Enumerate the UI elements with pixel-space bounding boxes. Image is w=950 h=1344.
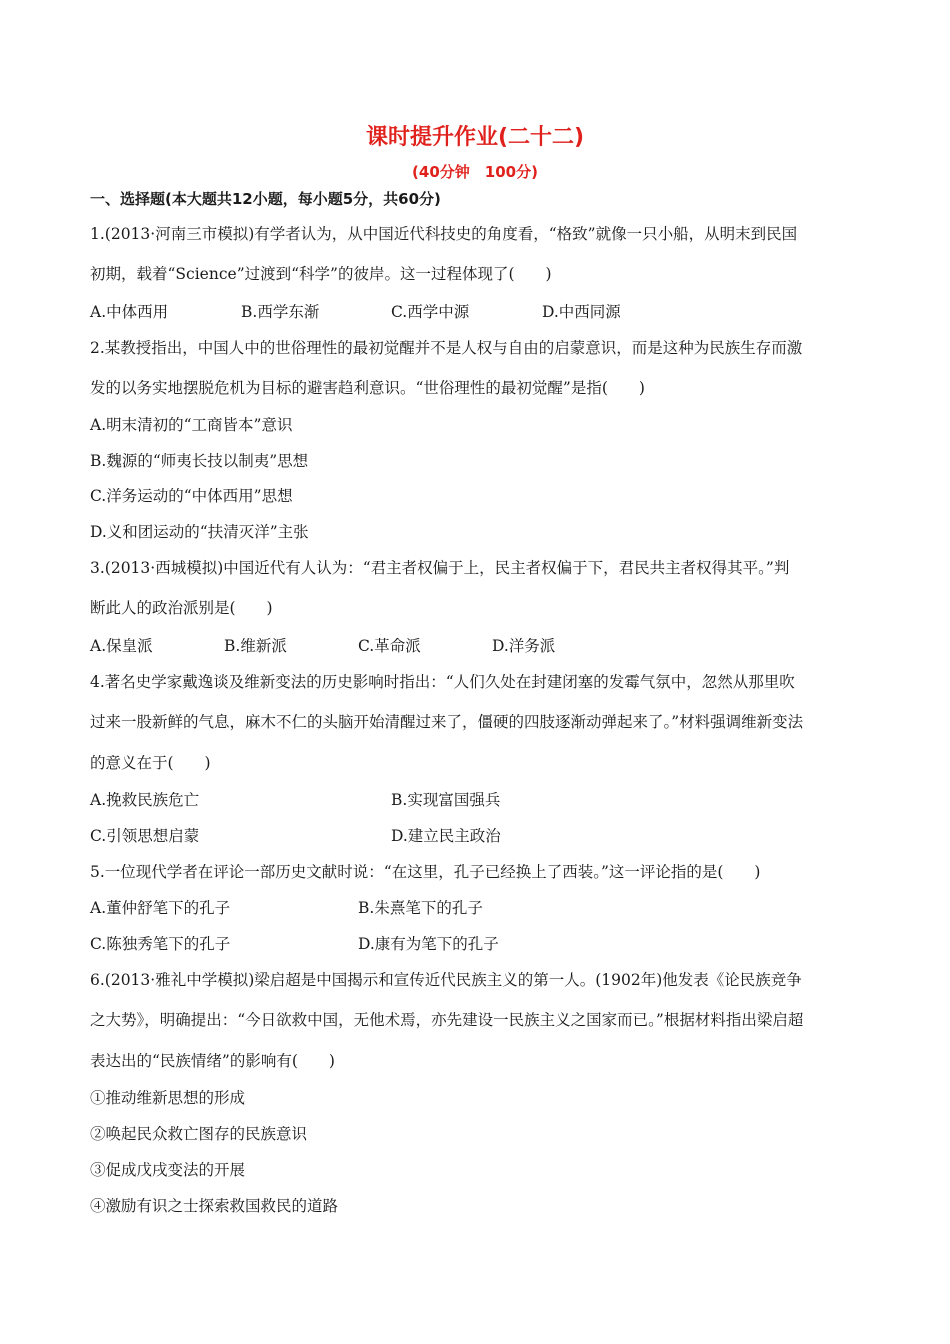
question-3-line-2: 断此人的政治派别是( )	[90, 599, 273, 617]
question-5-option-a: A.董仲舒笔下的孔子	[90, 899, 231, 917]
question-4-line-2: 过来一股新鲜的气息，麻木不仁的头脑开始清醒过来了，僵硬的四肢逐渐动弹起来了。”材料强调维新变法	[90, 713, 804, 731]
question-2-option-d: D.义和团运动的“扶清灭洋”主张	[90, 523, 309, 541]
section-heading: 一、选择题(本大题共12小题，每小题5分，共60分)	[90, 190, 441, 208]
question-2-option-b: B.魏源的“师夷长技以制夷”思想	[90, 452, 309, 470]
question-5-option-b: B.朱熹笔下的孔子	[358, 899, 483, 917]
question-5-option-d: D.康有为笔下的孔子	[358, 935, 499, 953]
question-1-option-a: A.中体西用	[90, 303, 169, 321]
question-6-line-3: 表达出的“民族情绪”的影响有( )	[90, 1052, 335, 1070]
question-1-option-b: B.西学东渐	[241, 303, 320, 321]
question-3-option-a: A.保皇派	[90, 637, 153, 655]
question-1-option-c: C.西学中源	[391, 303, 470, 321]
question-2-option-a: A.明末清初的“工商皆本”意识	[90, 416, 293, 434]
question-1-option-d: D.中西同源	[542, 303, 621, 321]
question-6-item-2: ②唤起民众救亡图存的民族意识	[90, 1125, 308, 1143]
question-4-option-b: B.实现富国强兵	[391, 791, 501, 809]
question-6-line-1: 6.(2013·雅礼中学模拟)梁启超是中国揭示和宣传近代民族主义的第一人。(1902年)他发表《论民族竞争	[90, 971, 802, 989]
question-4-option-d: D.建立民主政治	[391, 827, 501, 845]
question-3-option-d: D.洋务派	[492, 637, 556, 655]
question-4-line-3: 的意义在于( )	[90, 754, 211, 772]
question-5-line-1: 5.一位现代学者在评论一部历史文献时说：“在这里，孔子已经换上了西装。”这一评论指的是( )	[90, 863, 761, 881]
question-6-item-3: ③促成戊戌变法的开展	[90, 1161, 246, 1179]
question-3-option-b: B.维新派	[224, 637, 287, 655]
question-4-line-1: 4.著名史学家戴逸谈及维新变法的历史影响时指出：“人们久处在封建闭塞的发霉气氛中，忽然从那里吹	[90, 673, 795, 691]
question-2-line-2: 发的以务实地摆脱危机为目标的避害趋利意识。“世俗理性的最初觉醒”是指( )	[90, 379, 645, 397]
question-1-line-1: 1.(2013·河南三市模拟)有学者认为，从中国近代科技史的角度看，“格致”就像一只小船，从明末到民国	[90, 225, 798, 243]
question-4-option-a: A.挽救民族危亡	[90, 791, 200, 809]
question-6-item-1: ①推动维新思想的形成	[90, 1089, 246, 1107]
question-4-option-c: C.引领思想启蒙	[90, 827, 200, 845]
question-3-line-1: 3.(2013·西城模拟)中国近代有人认为：“君主者权偏于上，民主者权偏于下，君民共主者权得其平。”判	[90, 559, 790, 577]
question-2-option-c: C.洋务运动的“中体西用”思想	[90, 487, 293, 505]
page-subtitle: (40分钟 100分)	[412, 163, 538, 181]
question-3-option-c: C.革命派	[358, 637, 421, 655]
page-title: 课时提升作业(二十二)	[365, 125, 585, 150]
question-2-line-1: 2.某教授指出，中国人中的世俗理性的最初觉醒并不是人权与自由的启蒙意识，而是这种为民族生存而激	[90, 339, 803, 357]
question-5-option-c: C.陈独秀笔下的孔子	[90, 935, 231, 953]
question-1-line-2: 初期，载着“Science”过渡到“科学”的彼岸。这一过程体现了( )	[90, 265, 552, 283]
question-6-item-4: ④激励有识之士探索救国救民的道路	[90, 1197, 339, 1215]
question-6-line-2: 之大势》，明确提出：“今日欲救中国，无他术焉，亦先建设一民族主义之国家而已。”根据材料指出梁启超	[90, 1011, 804, 1029]
